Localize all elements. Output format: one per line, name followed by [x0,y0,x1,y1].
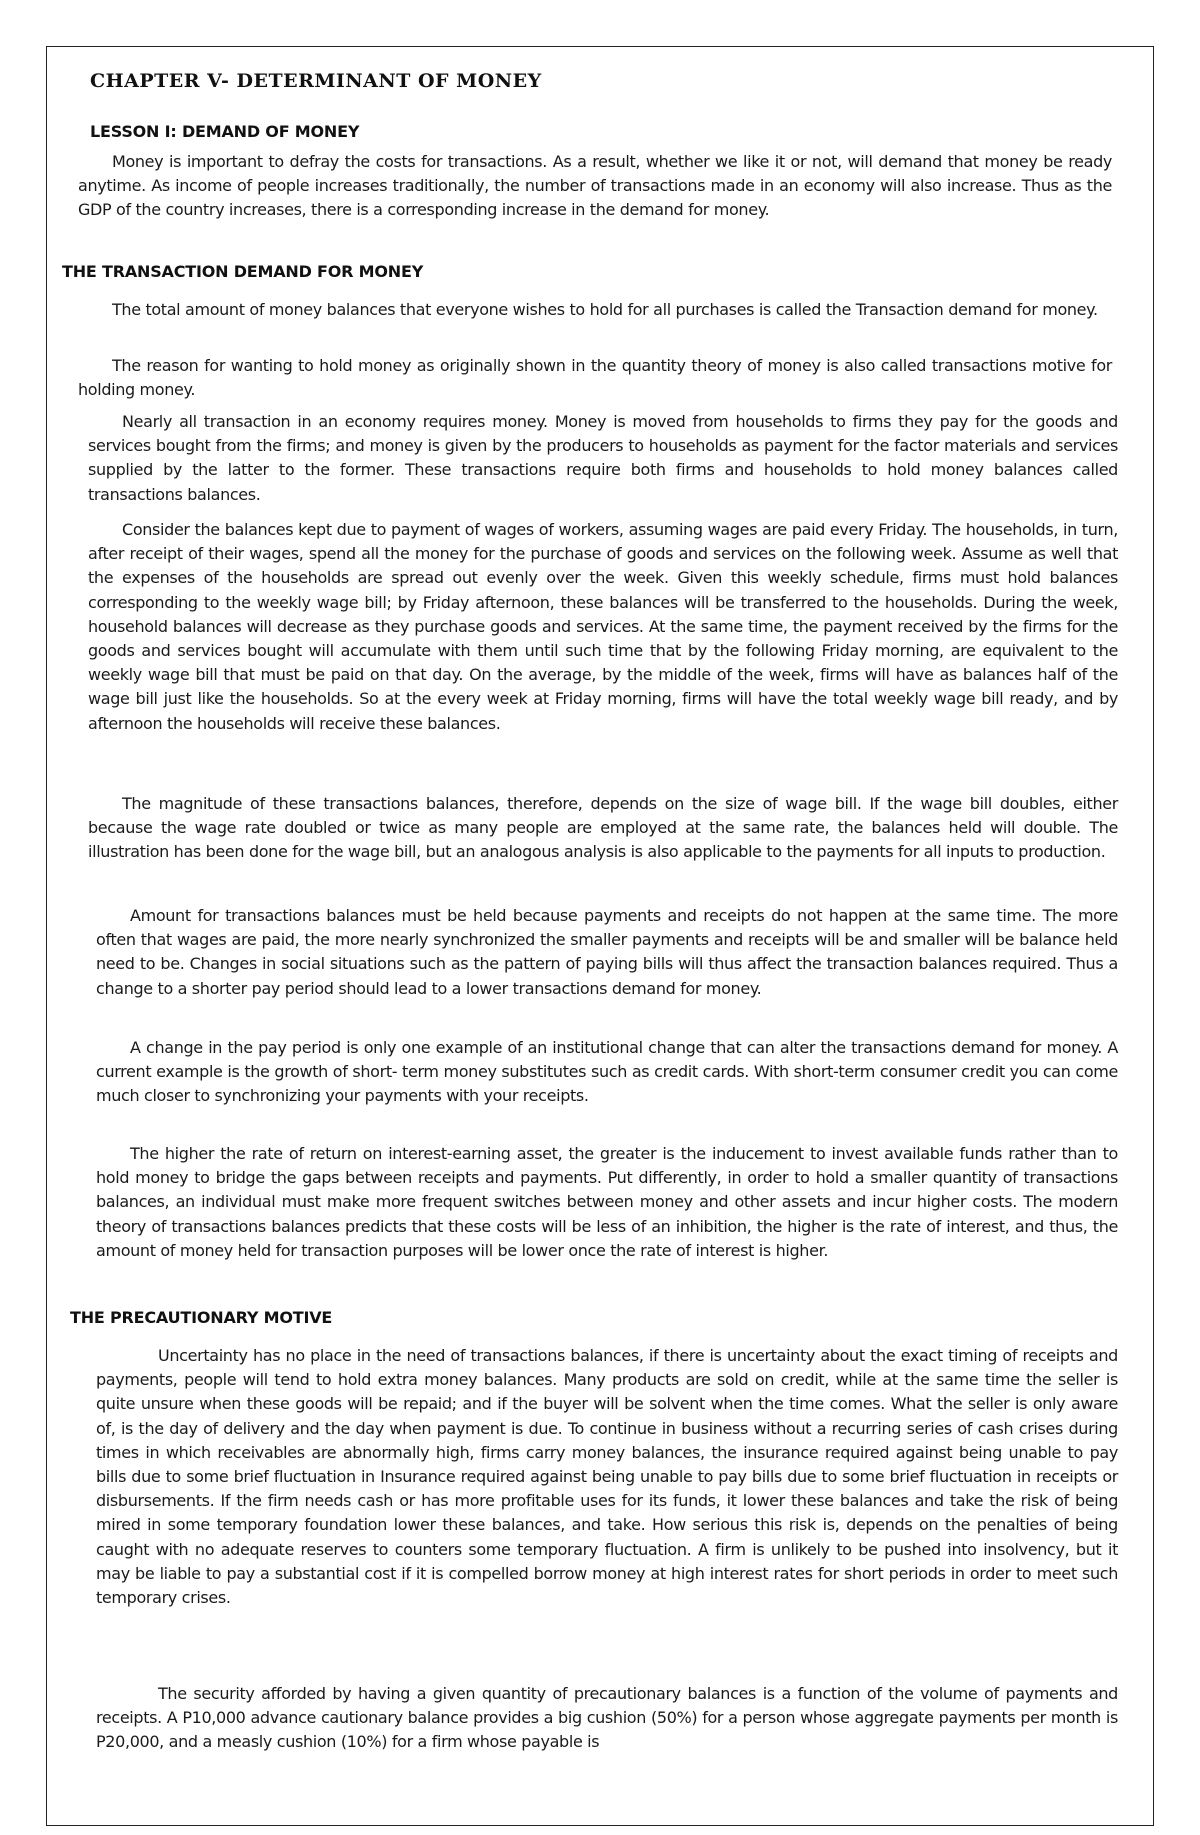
paragraph: The total amount of money balances that everyone wishes to hold for all purchases is called the Transaction demand for money. [112,300,1098,319]
paragraph: The reason for wanting to hold money as originally shown in the quantity theory of money is also called transactions motive for holding money. [78,356,1112,400]
paragraph: Nearly all transaction in an economy requires money. Money is moved from households to firms they pay for the goods and services bought from the firms; and money is given by the producers to households as payment for the factor materials and services supplied by the latter to the former. These transactions require both firms and households to hold money balances called transactions balances. [88,412,1118,504]
intro-paragraph: Money is important to defray the costs for transactions. As a result, whether we like it or not, will demand that money be ready anytime. As income of people increases traditionally, the number of transactions made in an economy will also increase. Thus as the GDP of the country increases, there is a corresponding increase in the demand for money. [78,152,1112,220]
transaction-demand-heading: THE TRANSACTION DEMAND FOR MONEY [62,262,424,281]
lesson-heading: LESSON I: DEMAND OF MONEY [90,122,360,141]
paragraph: The magnitude of these transactions balances, therefore, depends on the size of wage bill. If the wage bill doubles, either because the wage rate doubled or twice as many people are employed at the same rate, the balances held will double. The illustration has been done for the wage bill, but an analogous analysis is also applicable to the payments for all inputs to production. [88,794,1118,862]
paragraph: A change in the pay period is only one example of an institutional change that can alter the transactions demand for money. A current example is the growth of short- term money substitutes such as credit cards. With short-term consumer credit you can come much closer to synchronizing your payments with your receipts. [96,1038,1118,1106]
paragraph: Consider the balances kept due to payment of wages of workers, assuming wages are paid every Friday. The households, in turn, after receipt of their wages, spend all the money for the purchase of goods and services on the following week. Assume as well that the expenses of the households are spread out evenly over the week. Given this weekly schedule, firms must hold balances corresponding to the weekly wage bill; by Friday afternoon, these balances will be transferred to the households. During the week, household balances will decrease as they purchase goods and services. At the same time, the payment received by the firms for the goods and services bought will accumulate with them until such time that by the following Friday morning, are equivalent to the weekly wage bill that must be paid on that day. On the average, by the middle of the week, firms will have as balances half of the wage bill just like the households. So at the every week at Friday morning, firms will have the total weekly wage bill ready, and by afternoon the households will receive these balances. [88,520,1118,733]
paragraph: The security afforded by having a given quantity of precautionary balances is a function of the volume of payments and receipts. A P10,000 advance cautionary balance provides a big cushion (50%) for a person whose aggregate payments per month is P20,000, and a measly cushion (10%) for a firm whose payable is [96,1684,1118,1752]
paragraph: Amount for transactions balances must be held because payments and receipts do not happen at the same time. The more often that wages are paid, the more nearly synchronized the smaller payments and receipts will be and smaller will be balance held need to be. Changes in social situations such as the pattern of paying bills will thus affect the transaction balances required. Thus a change to a shorter pay period should lead to a lower transactions demand for money. [96,906,1118,998]
chapter-title: CHAPTER V- DETERMINANT OF MONEY [90,70,542,92]
paragraph: Uncertainty has no place in the need of transactions balances, if there is uncertainty about the exact timing of receipts and payments, people will tend to hold extra money balances. Many products are sold on credit, while at the same time the seller is quite unsure when these goods will be repaid; and if the buyer will be solvent when the time comes. What the seller is only aware of, is the day of delivery and the day when payment is due. To continue in business without a recurring series of cash crises during times in which receivables are abnormally high, firms carry money balances, the insurance required against being unable to pay bills due to some brief fluctuation in Insurance required against being unable to pay bills due to some brief fluctuation in receipts or disbursements. If the firm needs cash or has more profitable uses for its funds, it lower these balances and take the risk of being mired in some temporary foundation lower these balances, and take. How serious this risk is, depends on the penalties of being caught with no adequate reserves to counters some temporary fluctuation. A firm is unlikely to be pushed into insolvency, but it may be liable to pay a substantial cost if it is compelled borrow money at high interest rates for short periods in order to meet such temporary crises. [96,1346,1118,1608]
paragraph: The higher the rate of return on interest-earning asset, the greater is the inducement to invest available funds rather than to hold money to bridge the gaps between receipts and payments. Put differently, in order to hold a smaller quantity of transactions balances, an individual must make more frequent switches between money and other assets and incur higher costs. The modern theory of transactions balances predicts that these costs will be less of an inhibition, the higher is the rate of interest, and thus, the amount of money held for transaction purposes will be lower once the rate of interest is higher. [96,1144,1118,1260]
precautionary-motive-heading: THE PRECAUTIONARY MOTIVE [70,1308,333,1327]
